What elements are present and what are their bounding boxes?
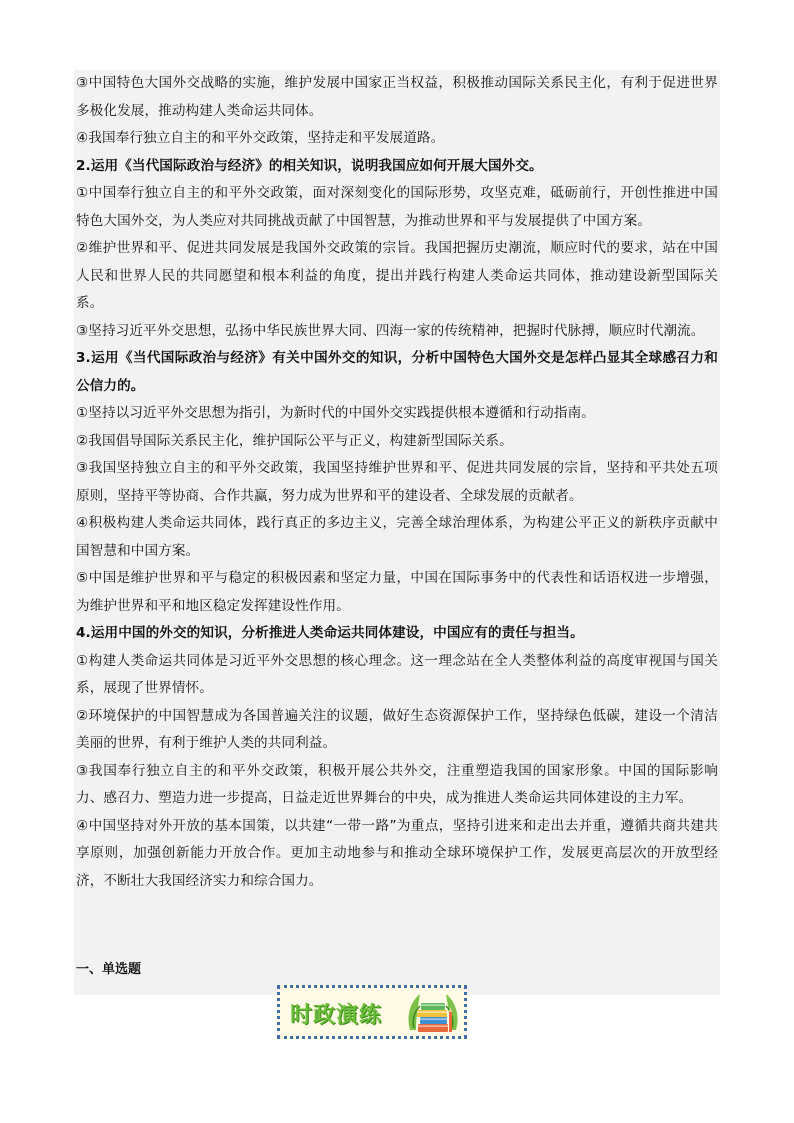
answer-content-block [74,70,720,995]
books-with-leaves-icon [402,990,464,1036]
answer-paragraph: ①构建人类命运共同体是习近平外交思想的核心理念。这一理念站在全人类整体利益的高度审视国与国关系，展现了世界情怀。 [76,652,718,696]
practice-banner [277,985,467,1039]
answer-paragraph: ⑤中国是维护世界和平与稳定的积极因素和坚定力量，中国在国际事务中的代表性和话语权进一步增强，为维护世界和平和地区稳定发挥建设性作用。 [76,570,718,614]
answer-paragraph: ④积极构建人类命运共同体，践行真正的多边主义，完善全球治理体系，为构建公平正义的新秩序贡献中国智慧和中国方案。 [76,515,718,559]
question-heading: 3.运用《当代国际政治与经济》有关中国外交的知识，分析中国特色大国外交是怎样凸显其全球感召力和公信力的。 [76,350,718,394]
answer-paragraph: ②我国倡导国际关系民主化，维护国际公平与正义，构建新型国际关系。 [76,432,513,449]
answer-paragraph: ③我国坚持独立自主的和平外交政策，我国坚持维护世界和平、促进共同发展的宗旨，坚持和平共处五项原则，坚持平等协商、合作共赢，努力成为世界和平的建设者、全球发展的贡献者。 [76,460,718,504]
answer-paragraph: ③中国特色大国外交战略的实施，维护发展中国家正当权益，积极推动国际关系民主化，有利于促进世界多极化发展，推动构建人类命运共同体。 [76,75,718,119]
answer-paragraph: ③我国奉行独立自主的和平外交政策，积极开展公共外交，注重塑造我国的国家形象。中国的国际影响力、感召力、塑造力进一步提高，日益走近世界舞台的中央，成为推进人类命运共同体建设的主力军。 [76,762,718,806]
answer-paragraph: ④中国坚持对外开放的基本国策，以共建“一带一路”为重点，坚持引进来和走出去并重，遵循共商共建共享原则，加强创新能力开放合作。更加主动地参与和推动全球环境保护工作，发展更高层次的开放型经济，不断壮大我国经济实力和综合国力。 [76,817,718,889]
question-heading: 2.运用《当代国际政治与经济》的相关知识，说明我国应如何开展大国外交。 [76,157,543,174]
answer-paragraph: ②环境保护的中国智慧成为各国普遍关注的议题，做好生态资源保护工作，坚持绿色低碳，建设一个清洁美丽的世界，有利于维护人类的共同利益。 [76,707,718,751]
answer-paragraph: ②维护世界和平、促进共同发展是我国外交政策的宗旨。我国把握历史潮流，顺应时代的要求，站在中国人民和世界人民的共同愿望和根本利益的角度，提出并践行构建人类命运共同体，推动建设新型国际关系。 [76,240,718,311]
answer-paragraph: ①坚持以习近平外交思想为指引，为新时代的中国外交实践提供根本遵循和行动指南。 [76,405,595,421]
question-heading: 4.运用中国的外交的知识，分析推进人类命运共同体建设，中国应有的责任与担当。 [76,625,584,641]
banner-title: 时政演练 [290,1003,383,1028]
answer-paragraph: ④我国奉行独立自主的和平外交政策，坚持走和平发展道路。 [76,130,445,146]
blank-space [74,895,720,957]
answer-paragraph: ①中国奉行独立自主的和平外交政策，面对深刻变化的国际形势，攻坚克难，砥砺前行，开创性推进中国特色大国外交，为人类应对共同挑战贡献了中国智慧，为推动世界和平与发展提供了中国方案。 [76,185,718,229]
section-heading: 一、单选题 [76,962,142,977]
answer-paragraph: ③坚持习近平外交思想，弘扬中华民族世界大同、四海一家的传统精神，把握时代脉搏，顺应时代潮流。 [76,322,705,339]
